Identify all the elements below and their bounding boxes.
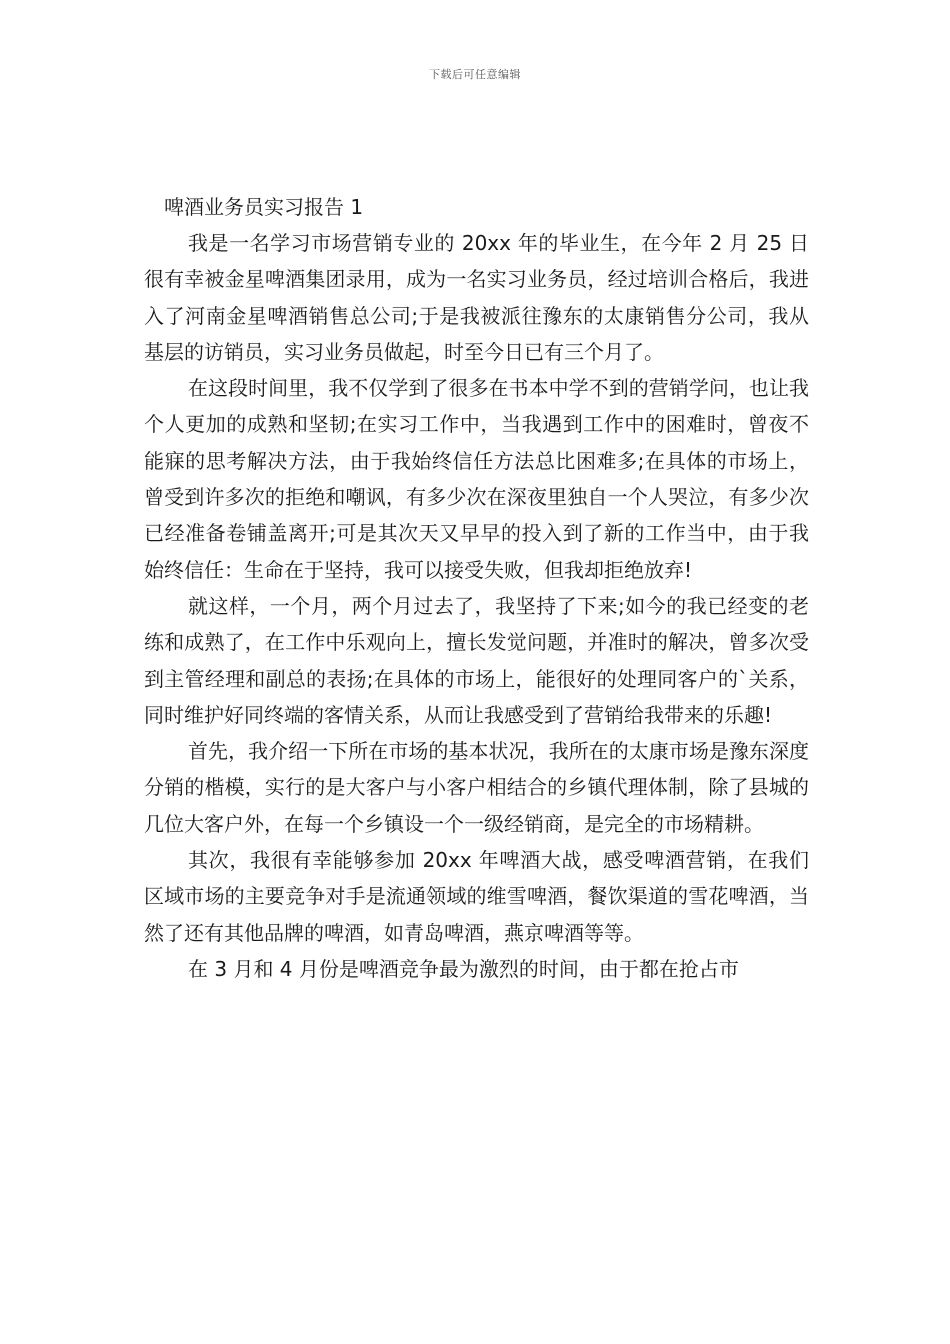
paragraph-intro: 我是一名学习市场营销专业的 20xx 年的毕业生，在今年 2 月 25 日很有幸被金星啤酒集团录用，成为一名实习业务员，经过培训合格后，我进入了河南金星啤酒销售总公司;于是我被派往豫东的太康销售分公司，我从基层的访销员，实习业务员做起，时至今日已有三个月了。	[144, 231, 809, 364]
paragraph-market-overview: 首先，我介绍一下所在市场的基本状况，我所在的太康市场是豫东深度分销的楷模，实行的是大客户与小客户相结合的乡镇代理体制，除了县城的几位大客户外，在每一个乡镇设一个一级经销商，是完全的市场精耕。	[144, 739, 809, 836]
paragraph-season: 在 3 月和 4 月份是啤酒竞争最为激烈的时间，由于都在抢占市	[188, 956, 739, 981]
paragraph-growth: 就这样，一个月，两个月过去了，我坚持了下来;如今的我已经变的老练和成熟了，在工作中乐观向上，擅长发觉问题，并准时的解决，曾多次受到主管经理和副总的表扬;在具体的市场上，能很好的处理同客户的`关系，同时维护好同终端的客情关系，从而让我感受到了营销给我带来的乐趣!	[144, 593, 809, 727]
page-header-note: 下载后可任意编辑	[429, 68, 521, 81]
paragraph-competition: 其次，我很有幸能够参加 20xx 年啤酒大战，感受啤酒营销，在我们区域市场的主要竞争对手是流通领域的维雪啤酒，餐饮渠道的雪花啤酒，当然了还有其他品牌的啤酒，如青岛啤酒，燕京啤酒等等。	[144, 848, 809, 945]
document-body	[144, 189, 809, 987]
document-title: 啤酒业务员实习报告 1	[164, 195, 364, 219]
paragraph-learning: 在这段时间里，我不仅学到了很多在书本中学不到的营销学问，也让我个人更加的成熟和坚韧;在实习工作中，当我遇到工作中的困难时，曾夜不能寐的思考解决方法，由于我始终信任方法总比困难多;在具体的市场上，曾受到许多次的拒绝和嘲讽，有多少次在深夜里独自一个人哭泣，有多少次已经准备卷铺盖离开;可是其次天又早早的投入到了新的工作当中，由于我始终信任：生命在于坚持，我可以接受失败，但我却拒绝放弃!	[144, 376, 809, 582]
